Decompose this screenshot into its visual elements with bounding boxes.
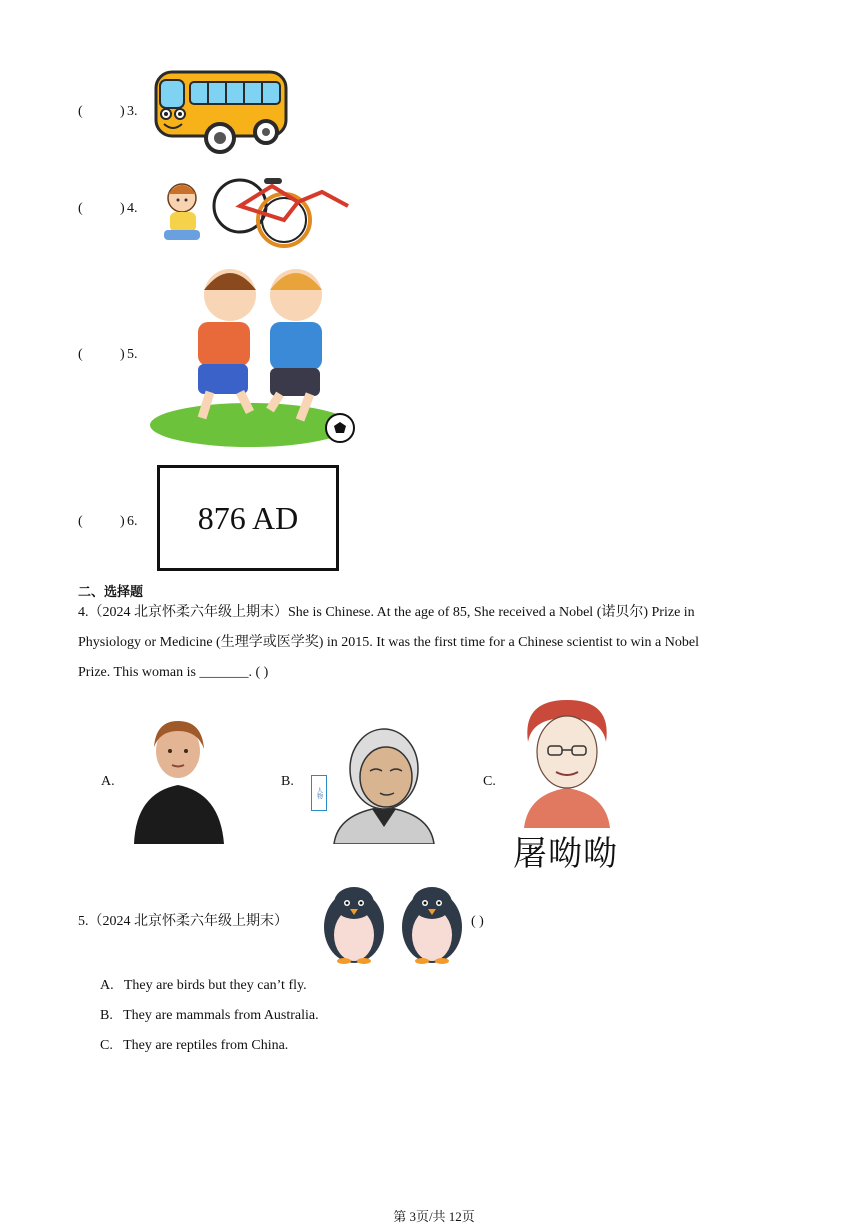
answer-paren-close: ) — [120, 347, 125, 362]
q5-stem: 5.（2024 北京怀柔六年级上期末） — [78, 914, 288, 929]
bus-icon — [150, 66, 290, 156]
woman-sketch-icon — [514, 696, 620, 828]
scientist-portrait-icon — [126, 717, 230, 844]
answer-paren-open: ( — [78, 347, 83, 362]
q5-answer-paren: ( ) — [471, 914, 484, 929]
answer-paren-close: ) — [120, 514, 125, 529]
year-box — [157, 465, 339, 571]
boys-playing-soccer-icon — [150, 260, 360, 450]
section-heading: 二、选择题 — [78, 585, 144, 600]
q5-option-b-text: They are mammals from Australia. — [123, 1008, 319, 1023]
girl-and-bike-icon — [152, 172, 354, 250]
answer-paren-open: ( — [78, 104, 83, 119]
penguins-icon — [316, 877, 470, 965]
q5-option-b[interactable] — [100, 1006, 319, 1026]
q4-option-c-label[interactable]: C. — [483, 774, 496, 789]
item-number: 6. — [127, 514, 138, 529]
item-number: 5. — [127, 347, 138, 362]
q4-stem-line2: Physiology or Medicine (生理学或医学奖) in 2015. It was the first time for a Chinese scientist to win a Nobel — [78, 635, 699, 650]
q4-option-c-caption: 屠呦呦 — [513, 834, 618, 874]
q5-option-a-text: They are birds but they can’t fly. — [123, 978, 307, 993]
item-number: 4. — [127, 201, 138, 216]
q5-option-c-label: C. — [100, 1038, 113, 1053]
answer-paren-open: ( — [78, 201, 83, 216]
year-box-text: 876 AD — [197, 499, 299, 536]
q5-option-c-text: They are reptiles from China. — [123, 1038, 289, 1053]
q5-option-a-label: A. — [100, 978, 114, 993]
stamp-badge — [311, 775, 327, 811]
q5-option-b-label: B. — [100, 1008, 113, 1023]
elderly-woman-icon — [332, 717, 436, 844]
item-number: 3. — [127, 104, 138, 119]
q5-option-c[interactable] — [100, 1036, 288, 1056]
answer-paren-close: ) — [120, 104, 125, 119]
stamp-badge-text: 人物 — [315, 787, 323, 799]
page-footer: 第 3页/共 12页 — [393, 1209, 475, 1224]
q4-stem-line1: 4.（2024 北京怀柔六年级上期末）She is Chinese. At the age of 85, She received a Nobel (诺贝尔) Prize in — [78, 605, 695, 620]
q4-option-b-label[interactable]: B. — [281, 774, 294, 789]
q4-option-a-label[interactable]: A. — [101, 774, 115, 789]
answer-paren-close: ) — [120, 201, 125, 216]
q4-stem-line3: Prize. This woman is _______. ( ) — [78, 665, 269, 680]
answer-paren-open: ( — [78, 514, 83, 529]
q5-option-a[interactable] — [100, 976, 307, 996]
